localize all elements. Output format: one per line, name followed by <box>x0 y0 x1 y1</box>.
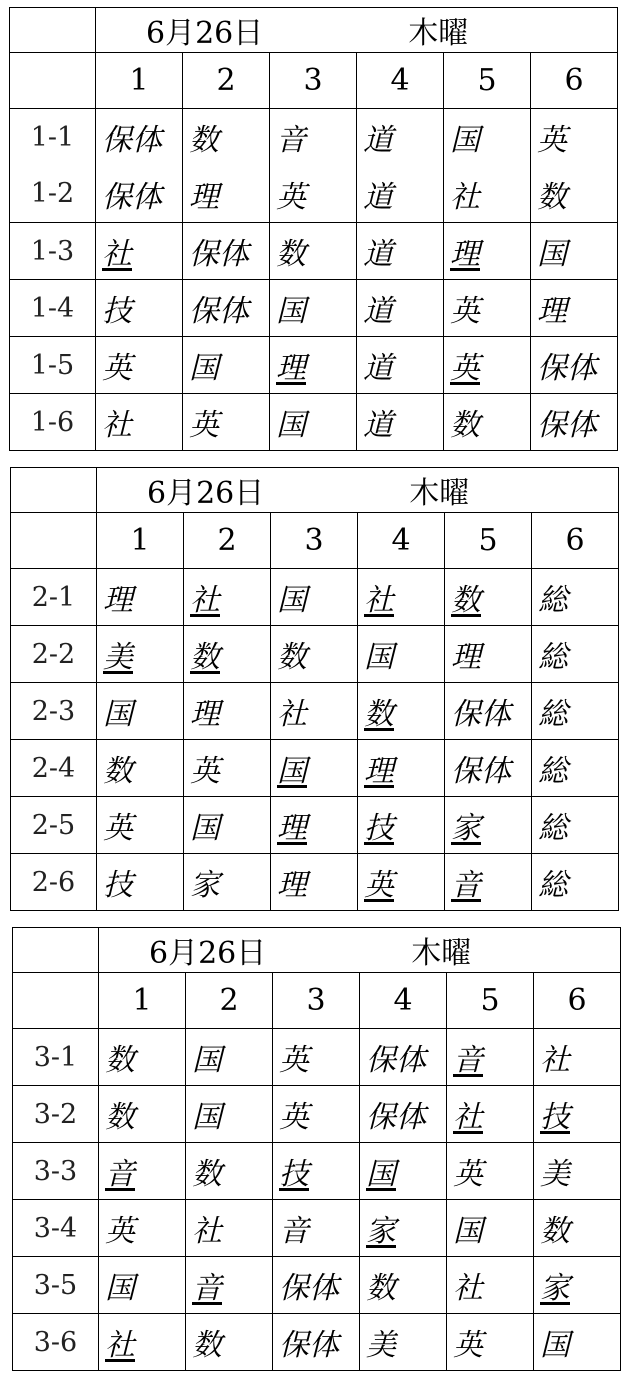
subject-cell: 英 <box>447 1143 534 1200</box>
class-label: 3-1 <box>13 1029 99 1086</box>
subject-cell: 総 <box>532 797 619 854</box>
subject-cell: 国 <box>447 1200 534 1257</box>
subject-cell: 社 <box>271 683 358 740</box>
period-header: 6 <box>531 53 618 109</box>
date-header <box>97 468 619 513</box>
corner-cell <box>13 928 99 973</box>
weekday-label: 木曜 <box>408 16 469 51</box>
subject-cell: 技 <box>273 1143 360 1200</box>
class-row <box>11 626 619 683</box>
subject-cell: 保体 <box>360 1029 447 1086</box>
subject-cell: 国 <box>271 740 358 797</box>
date-header <box>96 8 618 53</box>
subject-cell: 美 <box>97 626 184 683</box>
period-header: 3 <box>271 513 358 569</box>
subject-cell: 技 <box>358 797 445 854</box>
class-row <box>13 1029 621 1086</box>
subject-cell: 国 <box>184 797 271 854</box>
subject-cell: 社 <box>96 223 183 280</box>
period-header: 2 <box>186 973 273 1029</box>
class-label: 3-3 <box>13 1143 99 1200</box>
class-label: 3-4 <box>13 1200 99 1257</box>
class-label: 1-5 <box>10 337 96 394</box>
subject-cell: 数 <box>184 626 271 683</box>
timetable-3 <box>12 927 621 1371</box>
subject-cell: 総 <box>532 626 619 683</box>
subject-cell: 総 <box>532 740 619 797</box>
subject-cell: 英 <box>444 280 531 337</box>
period-header: 3 <box>273 973 360 1029</box>
subject-cell: 数 <box>444 394 531 451</box>
subject-cell: 保体 <box>183 280 270 337</box>
subject-cell: 理 <box>183 166 270 223</box>
class-label: 1-4 <box>10 280 96 337</box>
timetable-1 <box>9 7 618 451</box>
subject-cell: 英 <box>531 109 618 166</box>
weekday-label: 木曜 <box>411 936 472 971</box>
subject-cell: 社 <box>358 569 445 626</box>
class-row <box>10 394 618 451</box>
subject-cell: 国 <box>360 1143 447 1200</box>
subject-cell: 社 <box>186 1200 273 1257</box>
period-header: 4 <box>360 973 447 1029</box>
subject-cell: 国 <box>186 1029 273 1086</box>
period-header: 4 <box>357 53 444 109</box>
subject-cell: 道 <box>357 337 444 394</box>
period-header: 5 <box>445 513 532 569</box>
period-header: 6 <box>534 973 621 1029</box>
subject-cell: 社 <box>534 1029 621 1086</box>
subject-cell: 国 <box>271 569 358 626</box>
class-label: 2-1 <box>11 569 97 626</box>
subject-cell: 技 <box>96 280 183 337</box>
corner-cell <box>11 468 97 513</box>
subject-cell: 国 <box>534 1314 621 1371</box>
subject-cell: 保体 <box>445 683 532 740</box>
class-row <box>13 1314 621 1371</box>
subject-cell: 理 <box>271 854 358 911</box>
period-corner-cell <box>10 53 96 109</box>
subject-cell: 英 <box>184 740 271 797</box>
period-header: 2 <box>184 513 271 569</box>
subject-cell: 数 <box>445 569 532 626</box>
subject-cell: 数 <box>99 1086 186 1143</box>
period-header: 5 <box>444 53 531 109</box>
subject-cell: 音 <box>273 1200 360 1257</box>
subject-cell: 保体 <box>360 1086 447 1143</box>
subject-cell: 英 <box>270 166 357 223</box>
subject-cell: 保体 <box>531 337 618 394</box>
subject-cell: 社 <box>447 1257 534 1314</box>
subject-cell: 国 <box>183 337 270 394</box>
subject-cell: 総 <box>532 569 619 626</box>
subject-cell: 理 <box>184 683 271 740</box>
subject-cell: 数 <box>271 626 358 683</box>
class-row <box>13 1200 621 1257</box>
class-label: 3-5 <box>13 1257 99 1314</box>
subject-cell: 英 <box>358 854 445 911</box>
subject-cell: 音 <box>186 1257 273 1314</box>
class-row <box>11 854 619 911</box>
subject-cell: 技 <box>534 1086 621 1143</box>
subject-cell: 美 <box>360 1314 447 1371</box>
period-header: 6 <box>532 513 619 569</box>
subject-cell: 家 <box>534 1257 621 1314</box>
subject-cell: 数 <box>183 109 270 166</box>
class-row <box>11 797 619 854</box>
subject-cell: 保体 <box>445 740 532 797</box>
subject-cell: 数 <box>534 1200 621 1257</box>
subject-cell: 道 <box>357 109 444 166</box>
subject-cell: 英 <box>273 1029 360 1086</box>
subject-cell: 英 <box>99 1200 186 1257</box>
subject-cell: 数 <box>97 740 184 797</box>
subject-cell: 国 <box>270 280 357 337</box>
class-label: 3-2 <box>13 1086 99 1143</box>
subject-cell: 国 <box>270 394 357 451</box>
class-label: 3-6 <box>13 1314 99 1371</box>
timetable-2 <box>10 467 619 911</box>
subject-cell: 理 <box>445 626 532 683</box>
subject-cell: 保体 <box>531 394 618 451</box>
period-header: 3 <box>270 53 357 109</box>
subject-cell: 英 <box>183 394 270 451</box>
class-label: 1-1 <box>10 109 96 166</box>
subject-cell: 道 <box>357 280 444 337</box>
subject-cell: 美 <box>534 1143 621 1200</box>
subject-cell: 音 <box>447 1029 534 1086</box>
class-label: 2-4 <box>11 740 97 797</box>
class-row <box>10 337 618 394</box>
subject-cell: 理 <box>358 740 445 797</box>
subject-cell: 国 <box>97 683 184 740</box>
subject-cell: 社 <box>447 1086 534 1143</box>
class-label: 2-6 <box>11 854 97 911</box>
subject-cell: 保体 <box>96 109 183 166</box>
period-header: 1 <box>96 53 183 109</box>
subject-cell: 保体 <box>183 223 270 280</box>
date-label: 6月26日 <box>146 16 264 51</box>
subject-cell: 保体 <box>273 1314 360 1371</box>
subject-cell: 理 <box>531 280 618 337</box>
subject-cell: 理 <box>97 569 184 626</box>
subject-cell: 家 <box>184 854 271 911</box>
class-row <box>10 109 618 166</box>
period-header: 1 <box>99 973 186 1029</box>
subject-cell: 理 <box>271 797 358 854</box>
class-row <box>13 1086 621 1143</box>
period-corner-cell <box>11 513 97 569</box>
subject-cell: 社 <box>444 166 531 223</box>
date-label: 6月26日 <box>149 936 267 971</box>
subject-cell: 技 <box>97 854 184 911</box>
subject-cell: 英 <box>444 337 531 394</box>
class-label: 1-6 <box>10 394 96 451</box>
class-label: 2-2 <box>11 626 97 683</box>
subject-cell: 音 <box>99 1143 186 1200</box>
date-label: 6月26日 <box>147 476 265 511</box>
subject-cell: 保体 <box>96 166 183 223</box>
period-corner-cell <box>13 973 99 1029</box>
subject-cell: 理 <box>444 223 531 280</box>
subject-cell: 英 <box>273 1086 360 1143</box>
subject-cell: 国 <box>186 1086 273 1143</box>
subject-cell: 総 <box>532 683 619 740</box>
subject-cell: 国 <box>99 1257 186 1314</box>
class-label: 1-3 <box>10 223 96 280</box>
class-row <box>10 166 618 223</box>
subject-cell: 音 <box>445 854 532 911</box>
class-row <box>10 223 618 280</box>
subject-cell: 英 <box>97 797 184 854</box>
subject-cell: 数 <box>358 683 445 740</box>
date-header <box>99 928 621 973</box>
period-header: 2 <box>183 53 270 109</box>
subject-cell: 国 <box>444 109 531 166</box>
subject-cell: 総 <box>532 854 619 911</box>
period-header: 4 <box>358 513 445 569</box>
subject-cell: 道 <box>357 223 444 280</box>
period-header: 1 <box>97 513 184 569</box>
subject-cell: 社 <box>184 569 271 626</box>
subject-cell: 家 <box>360 1200 447 1257</box>
subject-cell: 数 <box>186 1314 273 1371</box>
subject-cell: 社 <box>99 1314 186 1371</box>
class-row <box>11 569 619 626</box>
weekday-label: 木曜 <box>409 476 470 511</box>
subject-cell: 数 <box>360 1257 447 1314</box>
subject-cell: 英 <box>447 1314 534 1371</box>
subject-cell: 数 <box>99 1029 186 1086</box>
subject-cell: 数 <box>186 1143 273 1200</box>
period-header: 5 <box>447 973 534 1029</box>
subject-cell: 音 <box>270 109 357 166</box>
corner-cell <box>10 8 96 53</box>
subject-cell: 国 <box>358 626 445 683</box>
class-label: 2-5 <box>11 797 97 854</box>
subject-cell: 国 <box>531 223 618 280</box>
subject-cell: 英 <box>96 337 183 394</box>
subject-cell: 社 <box>96 394 183 451</box>
class-row <box>13 1143 621 1200</box>
subject-cell: 保体 <box>273 1257 360 1314</box>
subject-cell: 道 <box>357 166 444 223</box>
subject-cell: 数 <box>531 166 618 223</box>
subject-cell: 数 <box>270 223 357 280</box>
class-label: 1-2 <box>10 166 96 223</box>
class-row <box>11 683 619 740</box>
subject-cell: 家 <box>445 797 532 854</box>
class-row <box>11 740 619 797</box>
subject-cell: 道 <box>357 394 444 451</box>
class-row <box>13 1257 621 1314</box>
subject-cell: 理 <box>270 337 357 394</box>
class-label: 2-3 <box>11 683 97 740</box>
class-row <box>10 280 618 337</box>
